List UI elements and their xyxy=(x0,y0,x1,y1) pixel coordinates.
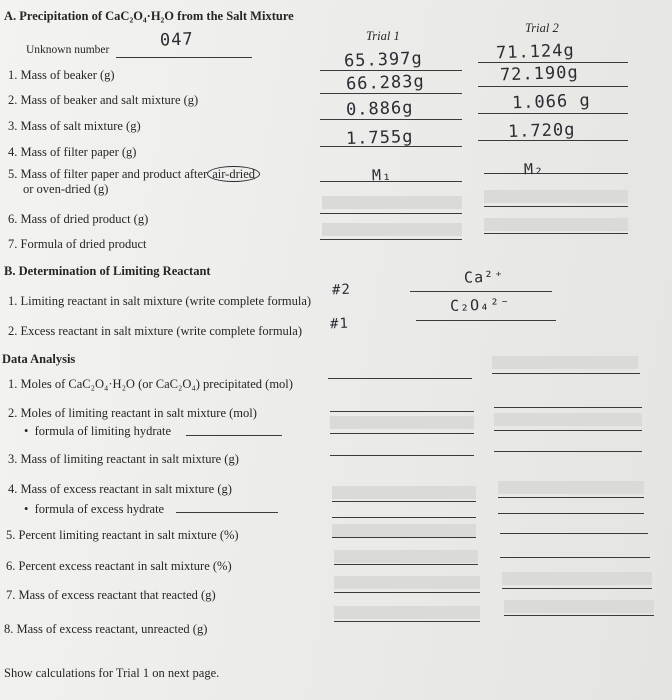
da1-trial2-line xyxy=(492,373,640,374)
section-a-title: Precipitation of CaC₂O₄·H₂O from the Salt Mixture xyxy=(19,9,294,23)
da4-hydrate-trial2-line xyxy=(498,513,644,514)
a2-trial2-line xyxy=(478,86,628,87)
da8-label: 8. Mass of excess reactant, unreacted (g) xyxy=(4,622,208,636)
a1-trial2-value: 71.124g xyxy=(495,40,575,64)
b1-label: 1. Limiting reactant in salt mixture (write complete formula) xyxy=(8,294,312,308)
section-a-heading xyxy=(4,9,294,23)
b2-answer-line xyxy=(416,320,556,321)
a4-trial1-value: 1.755g xyxy=(345,126,414,150)
a2-trial1-line xyxy=(320,93,462,94)
da8-trial2-shade xyxy=(504,600,654,613)
a6-trial1-shade xyxy=(322,196,462,209)
a6-label: 6. Mass of dried product (g) xyxy=(8,212,149,226)
da2-hydrate-trial1-line xyxy=(330,433,474,434)
b2-label: 2. Excess reactant in salt mixture (write complete formula) xyxy=(8,324,302,338)
da5-trial1-shade xyxy=(332,524,476,537)
da1-label: 1. Moles of CaC₂O₄·H₂O (or CaC₂O₄) precipitated (mol) xyxy=(8,377,293,391)
a2-trial1-value: 66.283g xyxy=(345,71,425,95)
a3-trial1-line xyxy=(320,119,462,120)
da7-trial1-line xyxy=(334,592,480,593)
unknown-number-label: Unknown number xyxy=(26,44,110,56)
da7-trial2-line xyxy=(502,588,652,589)
b1-answer: Ca²⁺ xyxy=(463,267,505,287)
da4-trial2-shade xyxy=(498,481,644,494)
da4-trial2-line xyxy=(498,497,644,498)
da4-hydrate-trial1-line xyxy=(332,517,476,518)
da8-trial1-shade xyxy=(334,606,480,619)
section-b-title: B. Determination of Limiting Reactant xyxy=(4,264,211,278)
a4-label: 4. Mass of filter paper (g) xyxy=(8,145,137,159)
a5-label-b: or oven-dried (g) xyxy=(23,182,109,196)
b1-answer-line xyxy=(410,291,552,292)
da4-bullet-line xyxy=(176,512,278,513)
a6-trial2-shade xyxy=(484,190,628,203)
da3-label: 3. Mass of limiting reactant in salt mixture (g) xyxy=(8,452,239,466)
da4-trial1-line xyxy=(332,501,476,502)
a6-trial2-line xyxy=(484,206,628,207)
da2-bullet: • formula of limiting hydrate xyxy=(24,424,172,438)
da2-bullet-line xyxy=(186,435,282,436)
a5-trial2-line xyxy=(484,173,628,174)
a7-label: 7. Formula of dried product xyxy=(8,237,147,251)
a3-trial1-value: 0.886g xyxy=(345,97,414,121)
da2-trial2-line xyxy=(494,407,642,408)
da5-trial1-line xyxy=(332,537,476,538)
da6-label: 6. Percent excess reactant in salt mixture (%) xyxy=(6,559,232,573)
da6-trial1-line xyxy=(334,564,478,565)
da2-trial1-line xyxy=(330,411,474,412)
da6-trial1-shade xyxy=(334,550,478,563)
da7-trial2-shade xyxy=(502,572,652,585)
a1-trial1-line xyxy=(320,70,462,71)
da6-trial2-line xyxy=(500,557,650,558)
a5-trial1-value: M₁ xyxy=(371,165,393,185)
a3-trial2-line xyxy=(478,113,628,114)
da4-label: 4. Mass of excess reactant in salt mixture (g) xyxy=(8,482,232,496)
b1-note: #2 xyxy=(331,281,352,299)
da3-trial1-line xyxy=(330,455,474,456)
a2-trial2-value: 72.190g xyxy=(499,62,579,86)
a1-label: 1. Mass of beaker (g) xyxy=(8,68,115,82)
da8-trial1-line xyxy=(334,621,480,622)
da2-trial2-shade xyxy=(494,413,642,426)
da5-trial2-line xyxy=(500,533,648,534)
da2-hydrate-trial2-line xyxy=(494,430,642,431)
section-a-prefix: A. xyxy=(4,9,17,23)
a6-trial1-line xyxy=(320,213,462,214)
trial1-header: Trial 1 xyxy=(366,29,400,43)
footer-instruction: Show calculations for Trial 1 on next page. xyxy=(4,666,220,680)
data-analysis-title: Data Analysis xyxy=(2,352,76,366)
da2-trial1-shade xyxy=(330,416,474,429)
b2-answer: C₂O₄²⁻ xyxy=(449,294,511,316)
a5-label-a: 5. Mass of filter paper and product after xyxy=(8,167,208,181)
da1-trial1-line xyxy=(328,378,472,379)
a5-label xyxy=(8,167,260,181)
a1-trial1-value: 65.397g xyxy=(343,48,423,72)
a3-trial2-value: 1.066 g xyxy=(511,90,591,114)
a7-trial1-shade xyxy=(322,223,462,236)
da2-label: 2. Moles of limiting reactant in salt mixture (mol) xyxy=(8,406,257,420)
trial2-header: Trial 2 xyxy=(525,21,559,35)
a4-trial2-value: 1.720g xyxy=(507,119,576,143)
da3-trial2-line xyxy=(494,451,642,452)
da4-bullet: • formula of excess hydrate xyxy=(24,502,165,516)
da1-trial2-shade xyxy=(492,356,638,369)
b2-note: #1 xyxy=(329,315,350,333)
a3-label: 3. Mass of salt mixture (g) xyxy=(8,119,141,133)
da5-label: 5. Percent limiting reactant in salt mixture (%) xyxy=(6,528,239,542)
da7-trial1-shade xyxy=(334,576,480,589)
da4-trial1-shade xyxy=(332,486,476,499)
a5-circled-word: air-dried xyxy=(207,166,260,182)
da2-bullet-text: formula of limiting hydrate xyxy=(34,424,172,438)
a7-trial1-line xyxy=(320,239,462,240)
unknown-number-value: 047 xyxy=(159,29,195,51)
da7-label: 7. Mass of excess reactant that reacted (g) xyxy=(6,588,216,602)
da4-bullet-text: formula of excess hydrate xyxy=(34,502,165,516)
a7-trial2-shade xyxy=(484,218,628,231)
a7-trial2-line xyxy=(484,233,628,234)
a5-trial2-value: M₂ xyxy=(523,159,545,179)
a2-label: 2. Mass of beaker and salt mixture (g) xyxy=(8,93,199,107)
da8-trial2-line xyxy=(504,615,654,616)
unknown-number-line xyxy=(116,57,252,58)
